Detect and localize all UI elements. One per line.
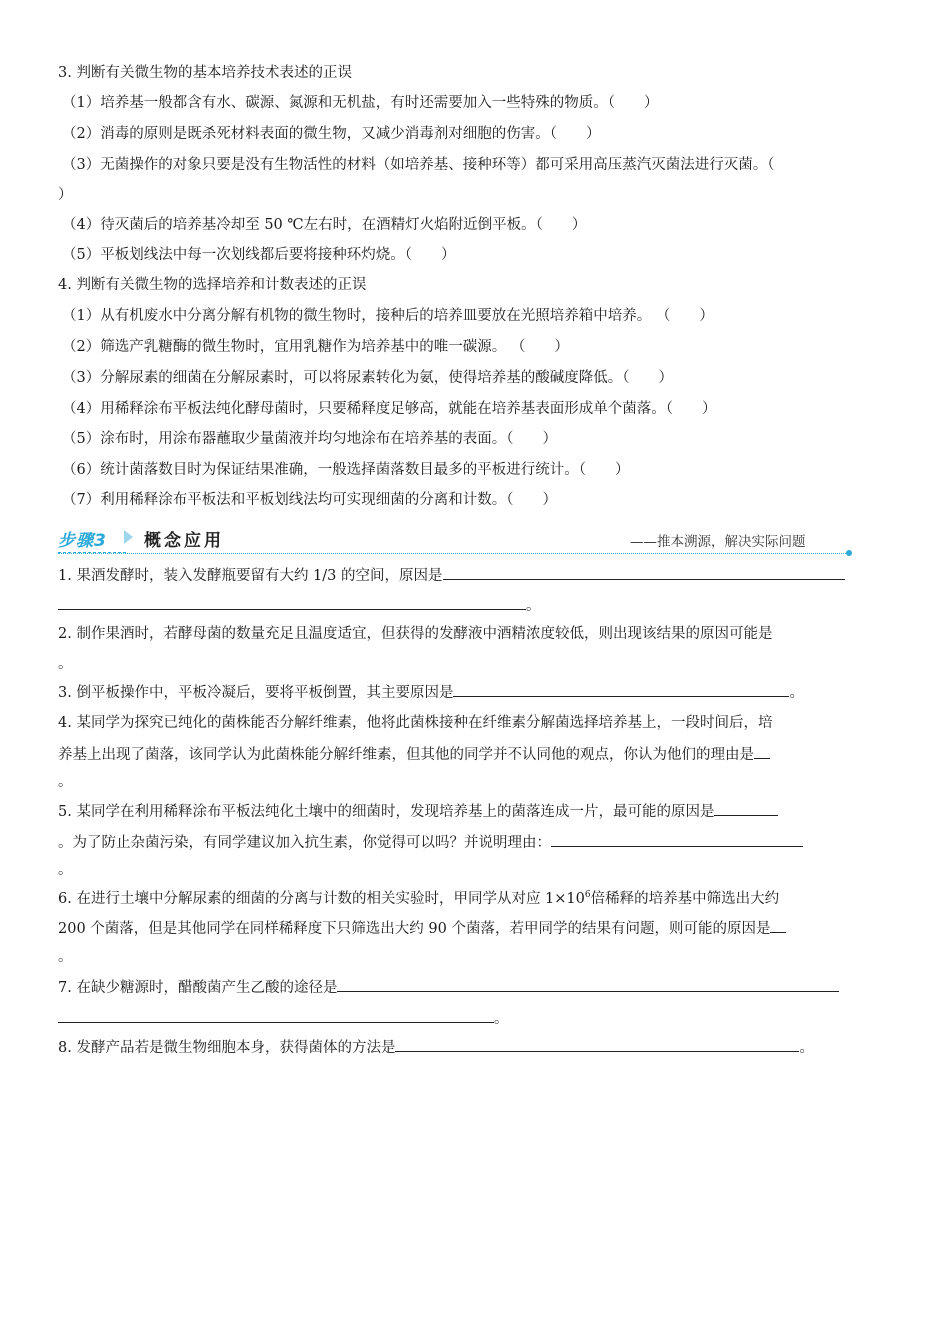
apply-question-2: 2. 制作果酒时，若酵母菌的数量充足且温度适宜，但获得的发酵液中酒精浓度较低，则出现该结果的原因可能是	[58, 626, 773, 642]
apply-question-5-line-2: 。为了防止杂菌污染，有同学建议加入抗生素，你觉得可以吗？并说明理由：	[58, 832, 803, 853]
answer-blank[interactable]	[551, 832, 803, 847]
apply-question-4-end: 。	[58, 774, 73, 790]
answer-blank[interactable]	[754, 744, 770, 759]
apply-question-1-continued: 。	[58, 595, 541, 616]
q4-item-6: （6）统计菌落数目时为保证结果准确，一般选择菌落数目最多的平板进行统计。（ ）	[62, 462, 630, 478]
answer-blank[interactable]	[453, 682, 789, 697]
apply-question-7: 7. 在缺少糖源时，醋酸菌产生乙酸的途径是	[58, 977, 839, 998]
step-3-header	[58, 524, 858, 556]
answer-blank[interactable]	[395, 1037, 799, 1052]
play-arrow-icon	[124, 530, 133, 544]
question-3-title: 3. 判断有关微生物的基本培养技术表述的正误	[58, 65, 352, 81]
apply-question-4-line-2: 养基上出现了菌落，该同学认为此菌株能分解纤维素，但其他的同学并不认同他的观点，你认为他们的理由是	[58, 744, 770, 765]
q4-item-2: （2）筛选产乳糖酶的微生物时，宜用乳糖作为培养基中的唯一碳源。 （ ）	[62, 339, 569, 355]
q4-item-4: （4）用稀释涂布平板法纯化酵母菌时，只要稀释度足够高，就能在培养基表面形成单个菌落。（ ）	[62, 401, 717, 417]
q4-item-5: （5）涂布时，用涂布器蘸取少量菌液并均匀地涂布在培养基的表面。（ ）	[62, 431, 557, 447]
q4-item-7: （7）利用稀释涂布平板法和平板划线法均可实现细菌的分离和计数。（ ）	[62, 492, 557, 508]
q3-item-1: （1）培养基一般都含有水、碳源、氮源和无机盐，有时还需要加入一些特殊的物质。（ ）	[62, 95, 659, 111]
q3-item-3: （3）无菌操作的对象只要是没有生物活性的材料（如培养基、接种环等）都可采用高压蒸汽灭菌法进行灭菌。（	[62, 157, 775, 173]
q3-item-2: （2）消毒的原则是既杀死材料表面的微生物，又减少消毒剂对细胞的伤害。（ ）	[62, 126, 601, 142]
step-badge: 步骤3	[58, 526, 128, 550]
step-divider-dot	[846, 550, 852, 556]
answer-blank[interactable]	[58, 1008, 494, 1023]
apply-question-6-line-2: 200 个菌落，但是其他同学在同样稀释度下只筛选出大约 90 个菌落，若甲同学的结果有问题，则可能的原因是	[58, 918, 786, 939]
apply-question-7-continued: 。	[58, 1008, 509, 1029]
step-subtitle: ——推本溯源，解决实际问题	[630, 534, 806, 550]
apply-question-4: 4. 某同学为探究已纯化的菌株能否分解纤维素，他将此菌株接种在纤维素分解菌选择培养基上，一段时间后，培	[58, 715, 773, 731]
answer-blank[interactable]	[770, 918, 786, 933]
answer-blank[interactable]	[58, 595, 526, 610]
step-title: 概念应用	[144, 531, 224, 551]
apply-question-6-end: 。	[58, 949, 73, 965]
question-4-title: 4. 判断有关微生物的选择培养和计数表述的正误	[58, 277, 367, 293]
q4-item-3: （3）分解尿素的细菌在分解尿素时，可以将尿素转化为氨，使得培养基的酸碱度降低。（ ）	[62, 370, 673, 386]
apply-question-6: 6. 在进行土壤中分解尿素的细菌的分离与计数的相关实验时，甲同学从对应 $1\times 10^6$倍稀释的培养基中筛选出大约	[58, 890, 780, 907]
apply-question-1: 1. 果酒发酵时，装入发酵瓶要留有大约 1/3 的空间，原因是	[58, 565, 845, 586]
apply-question-5-end: 。	[58, 862, 73, 878]
answer-blank[interactable]	[443, 565, 845, 580]
step-divider	[58, 553, 848, 554]
apply-question-3: 3. 倒平板操作中，平板冷凝后，要将平板倒置，其主要原因是 。	[58, 682, 804, 703]
answer-blank[interactable]	[714, 801, 778, 816]
apply-question-5: 5. 某同学在利用稀释涂布平板法纯化土壤中的细菌时，发现培养基上的菌落连成一片，最可能的原因是	[58, 801, 778, 822]
q3-item-4: （4）待灭菌后的培养基冷却至 50 ℃左右时，在酒精灯火焰附近倒平板。（ ）	[62, 217, 587, 233]
q4-item-1: （1）从有机废水中分离分解有机物的微生物时，接种后的培养皿要放在光照培养箱中培养。 （ ）	[62, 308, 714, 324]
q3-item-3-continued: ）	[58, 187, 73, 203]
q3-item-5: （5）平板划线法中每一次划线都后要将接种环灼烧。（ ）	[62, 247, 456, 263]
answer-blank[interactable]	[337, 977, 839, 992]
apply-question-8: 8. 发酵产品若是微生物细胞本身，获得菌体的方法是 。	[58, 1037, 814, 1058]
apply-question-2-end: 。	[58, 656, 73, 672]
